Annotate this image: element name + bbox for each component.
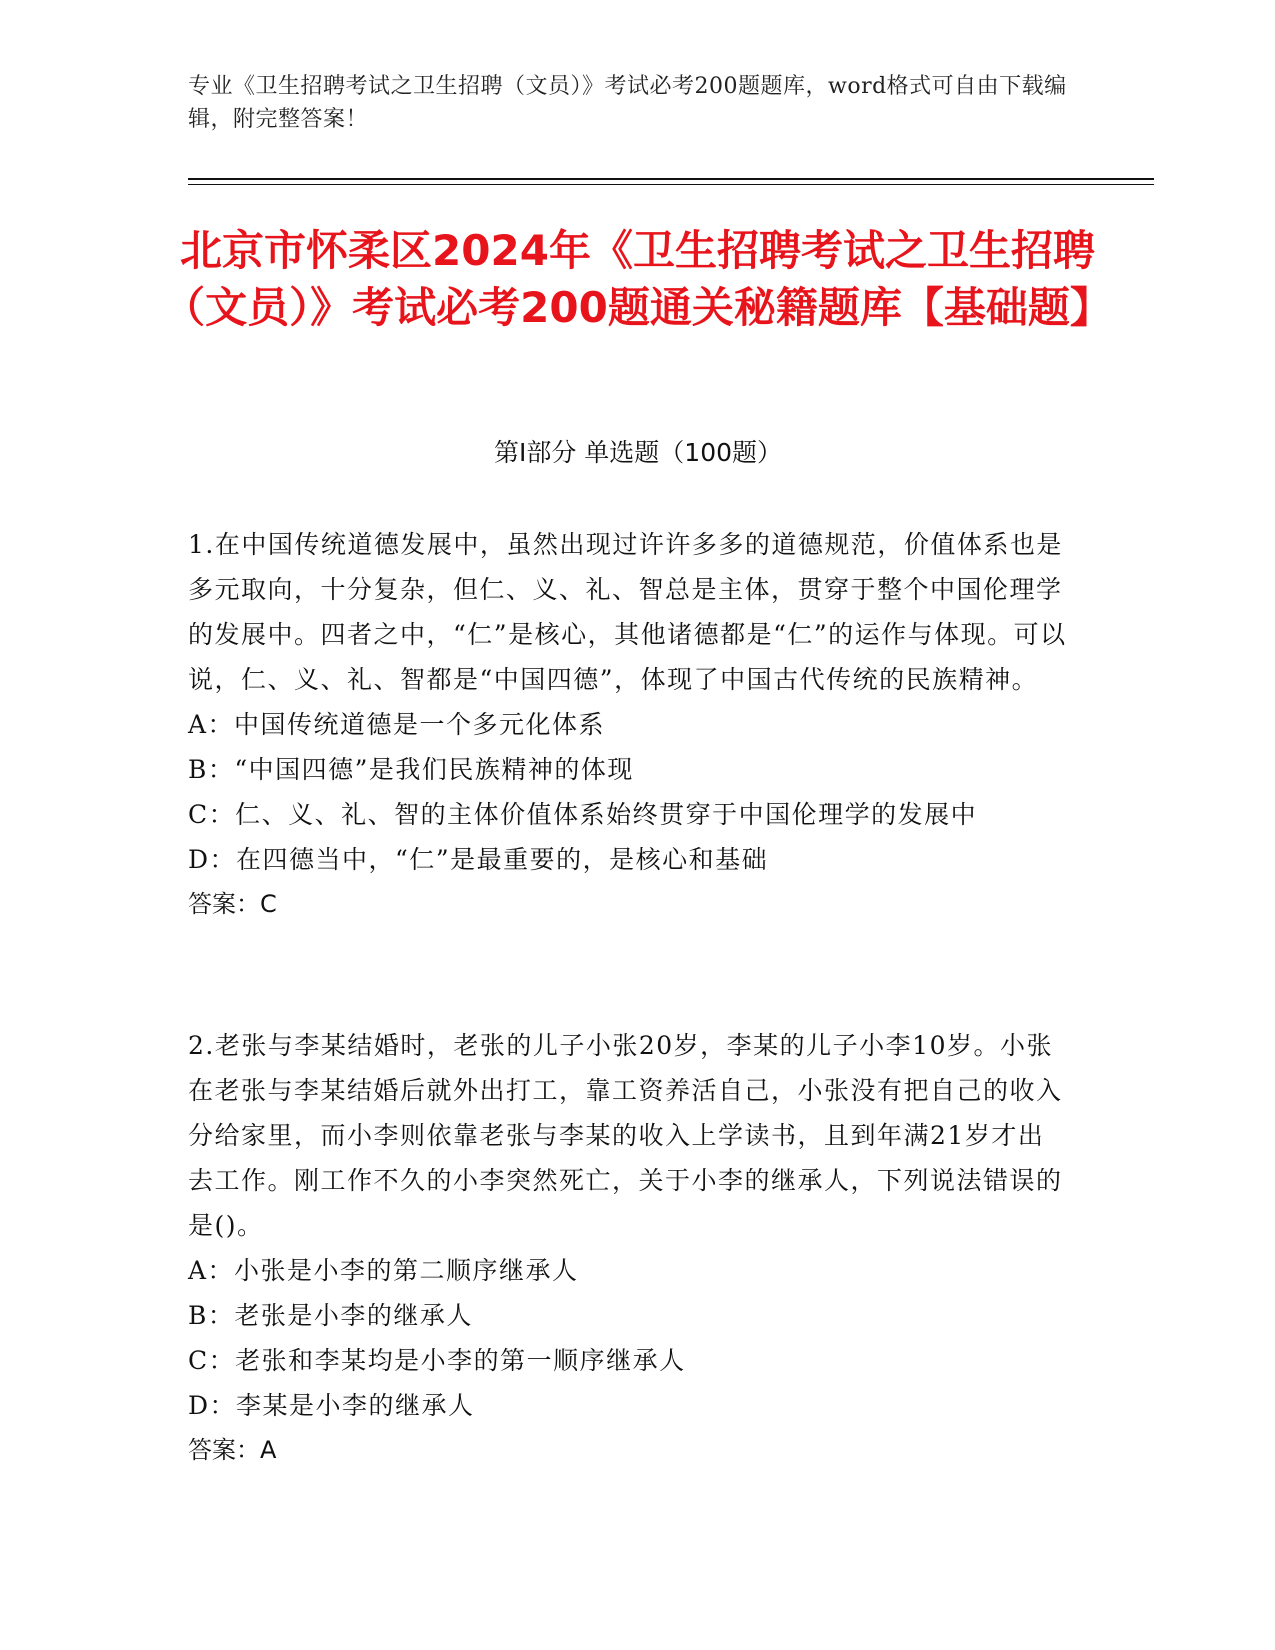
option-d: D：在四德当中，“仁”是最重要的，是核心和基础 bbox=[188, 845, 769, 874]
header-divider-thick bbox=[188, 178, 1154, 180]
answer-line: 答案：C bbox=[188, 890, 277, 918]
question-stem: 1.在中国传统道德发展中，虽然出现过许许多多的道德规范，价值体系也是多元取向，十分复杂，但仁、义、礼、智总是主体，贯穿于整个中国伦理学的发展中。四者之中，“仁”是核心，其他诸德都是“仁”的运作与体现。可以说，仁、义、礼、智都是“中国四德”，体现了中国古代传统的民族精神。 bbox=[188, 530, 1067, 694]
option-c: C：仁、义、礼、智的主体价值体系始终贯穿于中国伦理学的发展中 bbox=[188, 800, 978, 829]
document-title: 北京市怀柔区2024年《卫生招聘考试之卫生招聘（文员）》考试必考200题通关秘籍题库【基础题】 bbox=[163, 226, 1112, 332]
section-title: 第I部分 单选题（100题） bbox=[493, 438, 783, 467]
header-divider-thin bbox=[188, 184, 1154, 185]
question-1 bbox=[188, 522, 1068, 927]
option-b: B：老张是小李的继承人 bbox=[188, 1301, 473, 1330]
option-a: A：小张是小李的第二顺序继承人 bbox=[188, 1256, 579, 1285]
option-a: A：中国传统道德是一个多元化体系 bbox=[188, 710, 606, 739]
question-2 bbox=[188, 1023, 1068, 1473]
header-note: 专业《卫生招聘考试之卫生招聘（文员）》考试必考200题题库，word格式可自由下载编辑，附完整答案！ bbox=[188, 74, 1067, 132]
option-b: B：“中国四德”是我们民族精神的体现 bbox=[188, 755, 634, 784]
question-stem: 2.老张与李某结婚时，老张的儿子小张20岁，李某的儿子小李10岁。小张在老张与李某结婚后就外出打工，靠工资养活自己，小张没有把自己的收入分给家里，而小李则依靠老张与李某的收入上学读书，且到年满21岁才出去工作。刚工作不久的小李突然死亡，关于小李的继承人，下列说法错误的是()。 bbox=[188, 1031, 1063, 1240]
option-c: C：老张和李某均是小李的第一顺序继承人 bbox=[188, 1346, 686, 1375]
option-d: D：李某是小李的继承人 bbox=[188, 1391, 475, 1420]
answer-line: 答案：A bbox=[188, 1436, 277, 1464]
